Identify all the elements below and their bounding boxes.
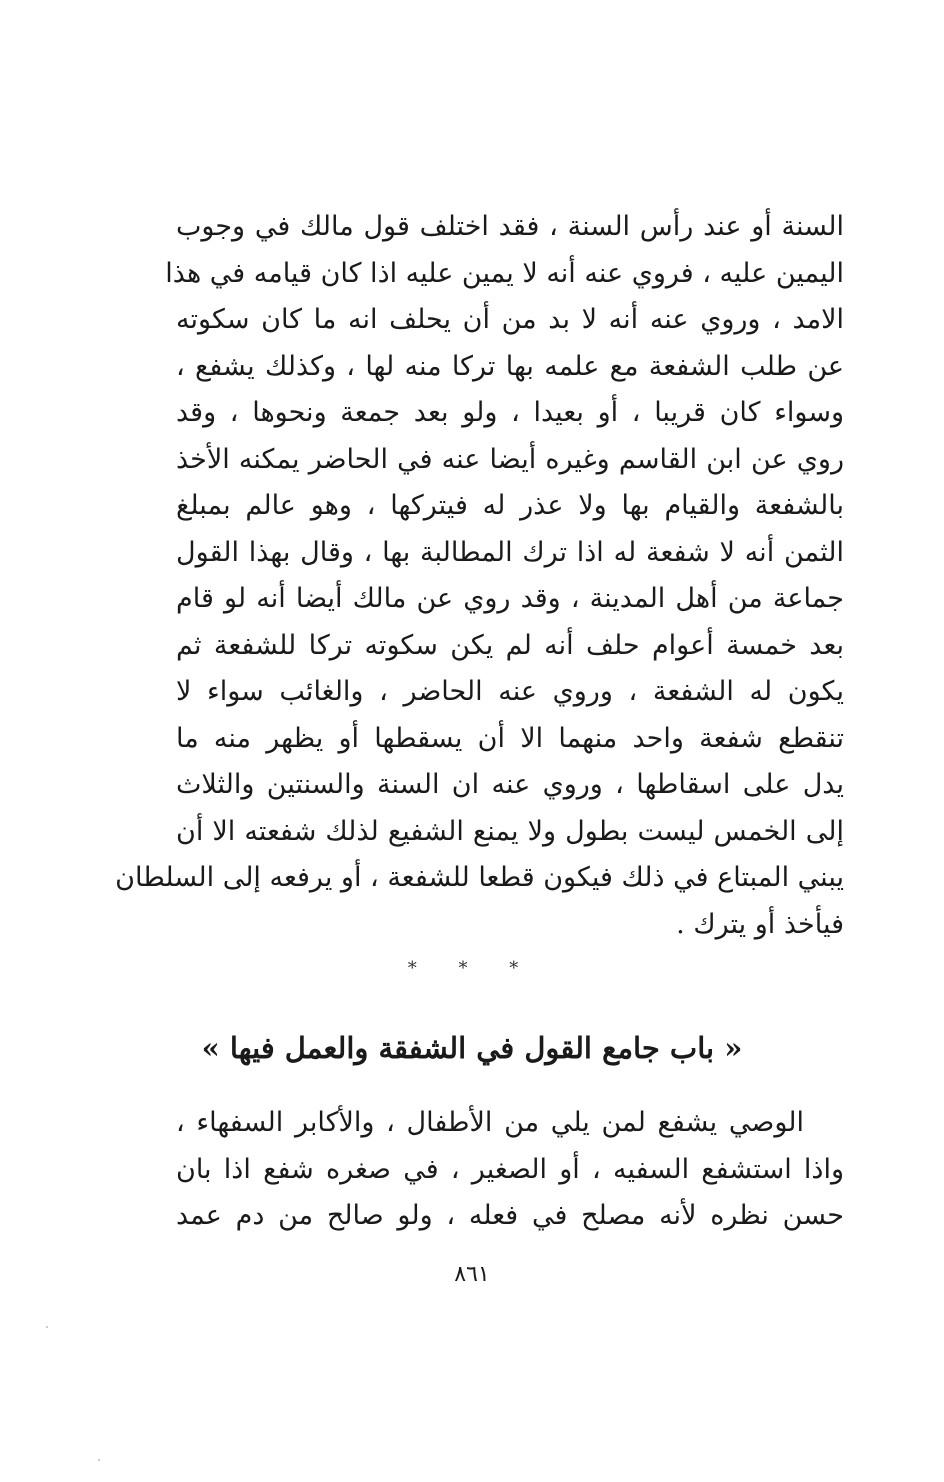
text-line: يكون له الشفعة ، وروي عنه الحاضر ، والغائب سواء لا (176, 676, 844, 707)
section-heading: « باب جامع القول في الشفقة والعمل فيها » (201, 1031, 743, 1065)
text-line: جماعة من أهل المدينة ، وقد روي عن مالك أيضا أنه لو قام (176, 583, 844, 614)
scan-speck (98, 1459, 100, 1461)
text-line: الثمن أنه لا شفعة له اذا ترك المطالبة بها ، وقال بهذا القول (176, 536, 844, 568)
text-line: روي عن ابن القاسم وغيره أيضا عنه في الحاضر يمكنه الأخذ (176, 443, 844, 475)
text-line: يبني المبتاع في ذلك فيكون قطعا للشفعة ، أو يرفعه إلى السلطان (115, 862, 844, 893)
text-line: حسن نظره لأنه مصلح في فعله ، ولو صالح من دم عمد (176, 1200, 844, 1231)
text-line: إلى الخمس ليست بطول ولا يمنع الشفيع لذلك شفعته الا أن (176, 815, 844, 847)
paragraph-main-text (115, 204, 844, 948)
section-divider-asterisks: * * * (407, 958, 537, 979)
text-line: بالشفعة والقيام بها ولا عذر له فيتركها ، وهو عالم بمبلغ (176, 490, 844, 521)
text-line-last: فيأخذ أو يترك . (676, 908, 844, 940)
paragraph-section-text (176, 1100, 844, 1240)
text-line: عن طلب الشفعة مع علمه بها تركا منه لها ، وكذلك يشفع ، (176, 350, 844, 382)
text-line: اليمين عليه ، فروي عنه أنه لا يمين عليه اذا كان قيامه في هذا (165, 257, 844, 289)
text-line: السنة أو عند رأس السنة ، فقد اختلف قول مالك في وجوب (176, 211, 844, 242)
text-line: واذا استشفع السفيه ، أو الصغير ، في صغره شفع اذا بان (176, 1153, 844, 1185)
scan-speck (46, 1326, 48, 1328)
text-line: الامد ، وروي عنه أنه لا بد من أن يحلف انه ما كان سكوته (176, 304, 844, 335)
text-line: تنقطع شفعة واحد منهما الا أن يسقطها أو يظهر منه ما (176, 722, 844, 754)
text-line: يدل على اسقاطها ، وروي عنه ان السنة والسنتين والثلاث (176, 769, 844, 800)
text-line: الوصي يشفع لمن يلي من الأطفال ، والأكابر السفهاء ، (176, 1107, 804, 1138)
page-number: ٨٦١ (454, 1262, 490, 1287)
text-line: وسواء كان قريبا ، أو بعيدا ، ولو بعد جمعة ونحوها ، وقد (176, 397, 844, 428)
text-line: بعد خمسة أعوام حلف أنه لم يكن سكوته تركا للشفعة ثم (176, 629, 844, 661)
